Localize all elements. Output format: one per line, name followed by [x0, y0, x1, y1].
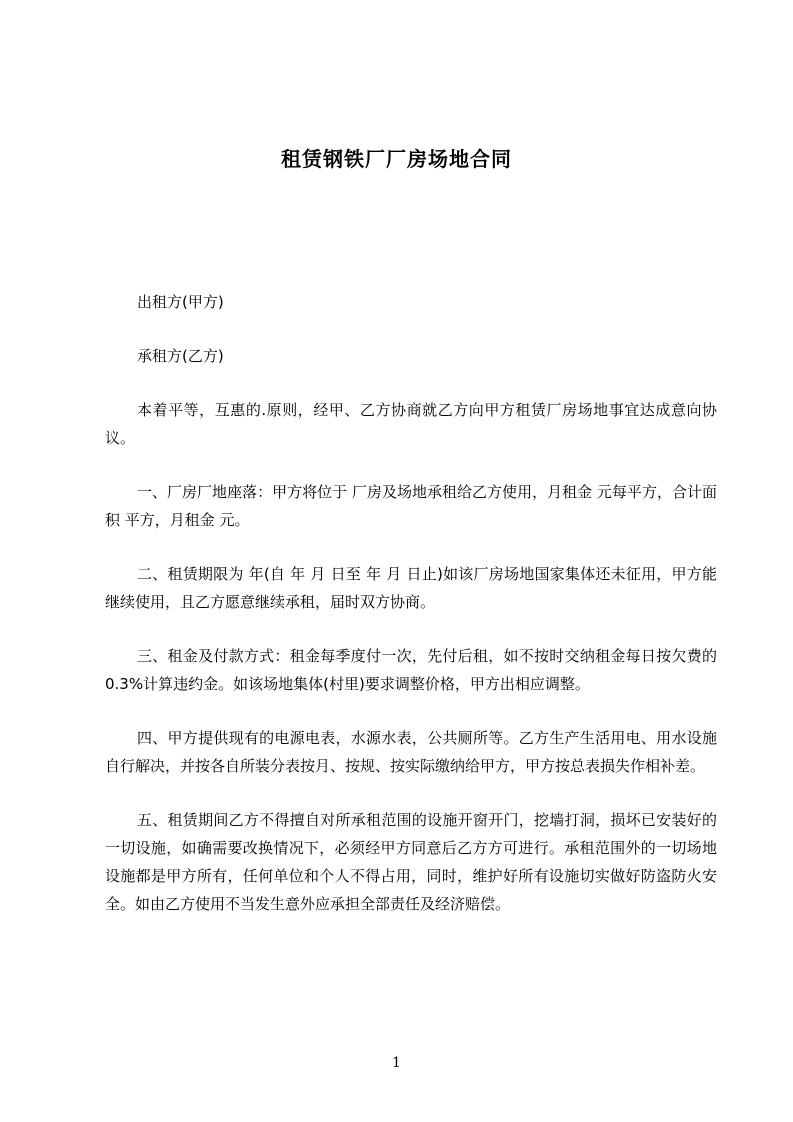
page-number: 1 — [392, 1055, 401, 1071]
clause-2-term: 二、租赁期限为 年(自 年 月 日至 年 月 日止)如该厂房场地国家集体还未征用，甲方能继续使用，且乙方愿意继续承租，届时双方协商。 — [105, 565, 717, 611]
preamble-paragraph: 本着平等，互惠的.原则，经甲、乙方协商就乙方向甲方租赁厂房场地事宜达成意向协议。 — [105, 401, 717, 447]
document-body — [105, 288, 717, 944]
clause-1-location: 一、厂房厂地座落：甲方将位于 厂房及场地承租给乙方使用，月租金 元每平方，合计面积 平方，月租金 元。 — [105, 483, 717, 529]
clause-3-payment: 三、租金及付款方式：租金每季度付一次，先付后租，如不按时交纳租金每日按欠费的0.3%计算违约金。如该场地集体(村里)要求调整价格，甲方出相应调整。 — [105, 647, 717, 693]
party-b-line: 承租方(乙方) — [137, 347, 224, 365]
clause-5-restrictions: 五、租赁期间乙方不得擅自对所承租范围的设施开窗开门，挖墙打洞，损坏已安装好的一切设施，如确需要改换情况下，必须经甲方同意后乙方方可进行。承租范围外的一切场地设施都是甲方所有，任何单位和个人不得占用，同时，维护好所有设施切实做好防盗防火安全。如由乙方使用不当发生意外应承担全部责任及经济赔偿。 — [105, 811, 717, 913]
document-title: 租赁钢铁厂厂房场地合同 — [281, 147, 512, 171]
party-a-line: 出租方(甲方) — [137, 293, 224, 311]
clause-4-utilities: 四、甲方提供现有的电源电表，水源水表，公共厕所等。乙方生产生活用电、用水设施自行解决，并按各自所装分表按月、按规、按实际缴纳给甲方，甲方按总表损失作相补差。 — [105, 729, 717, 775]
